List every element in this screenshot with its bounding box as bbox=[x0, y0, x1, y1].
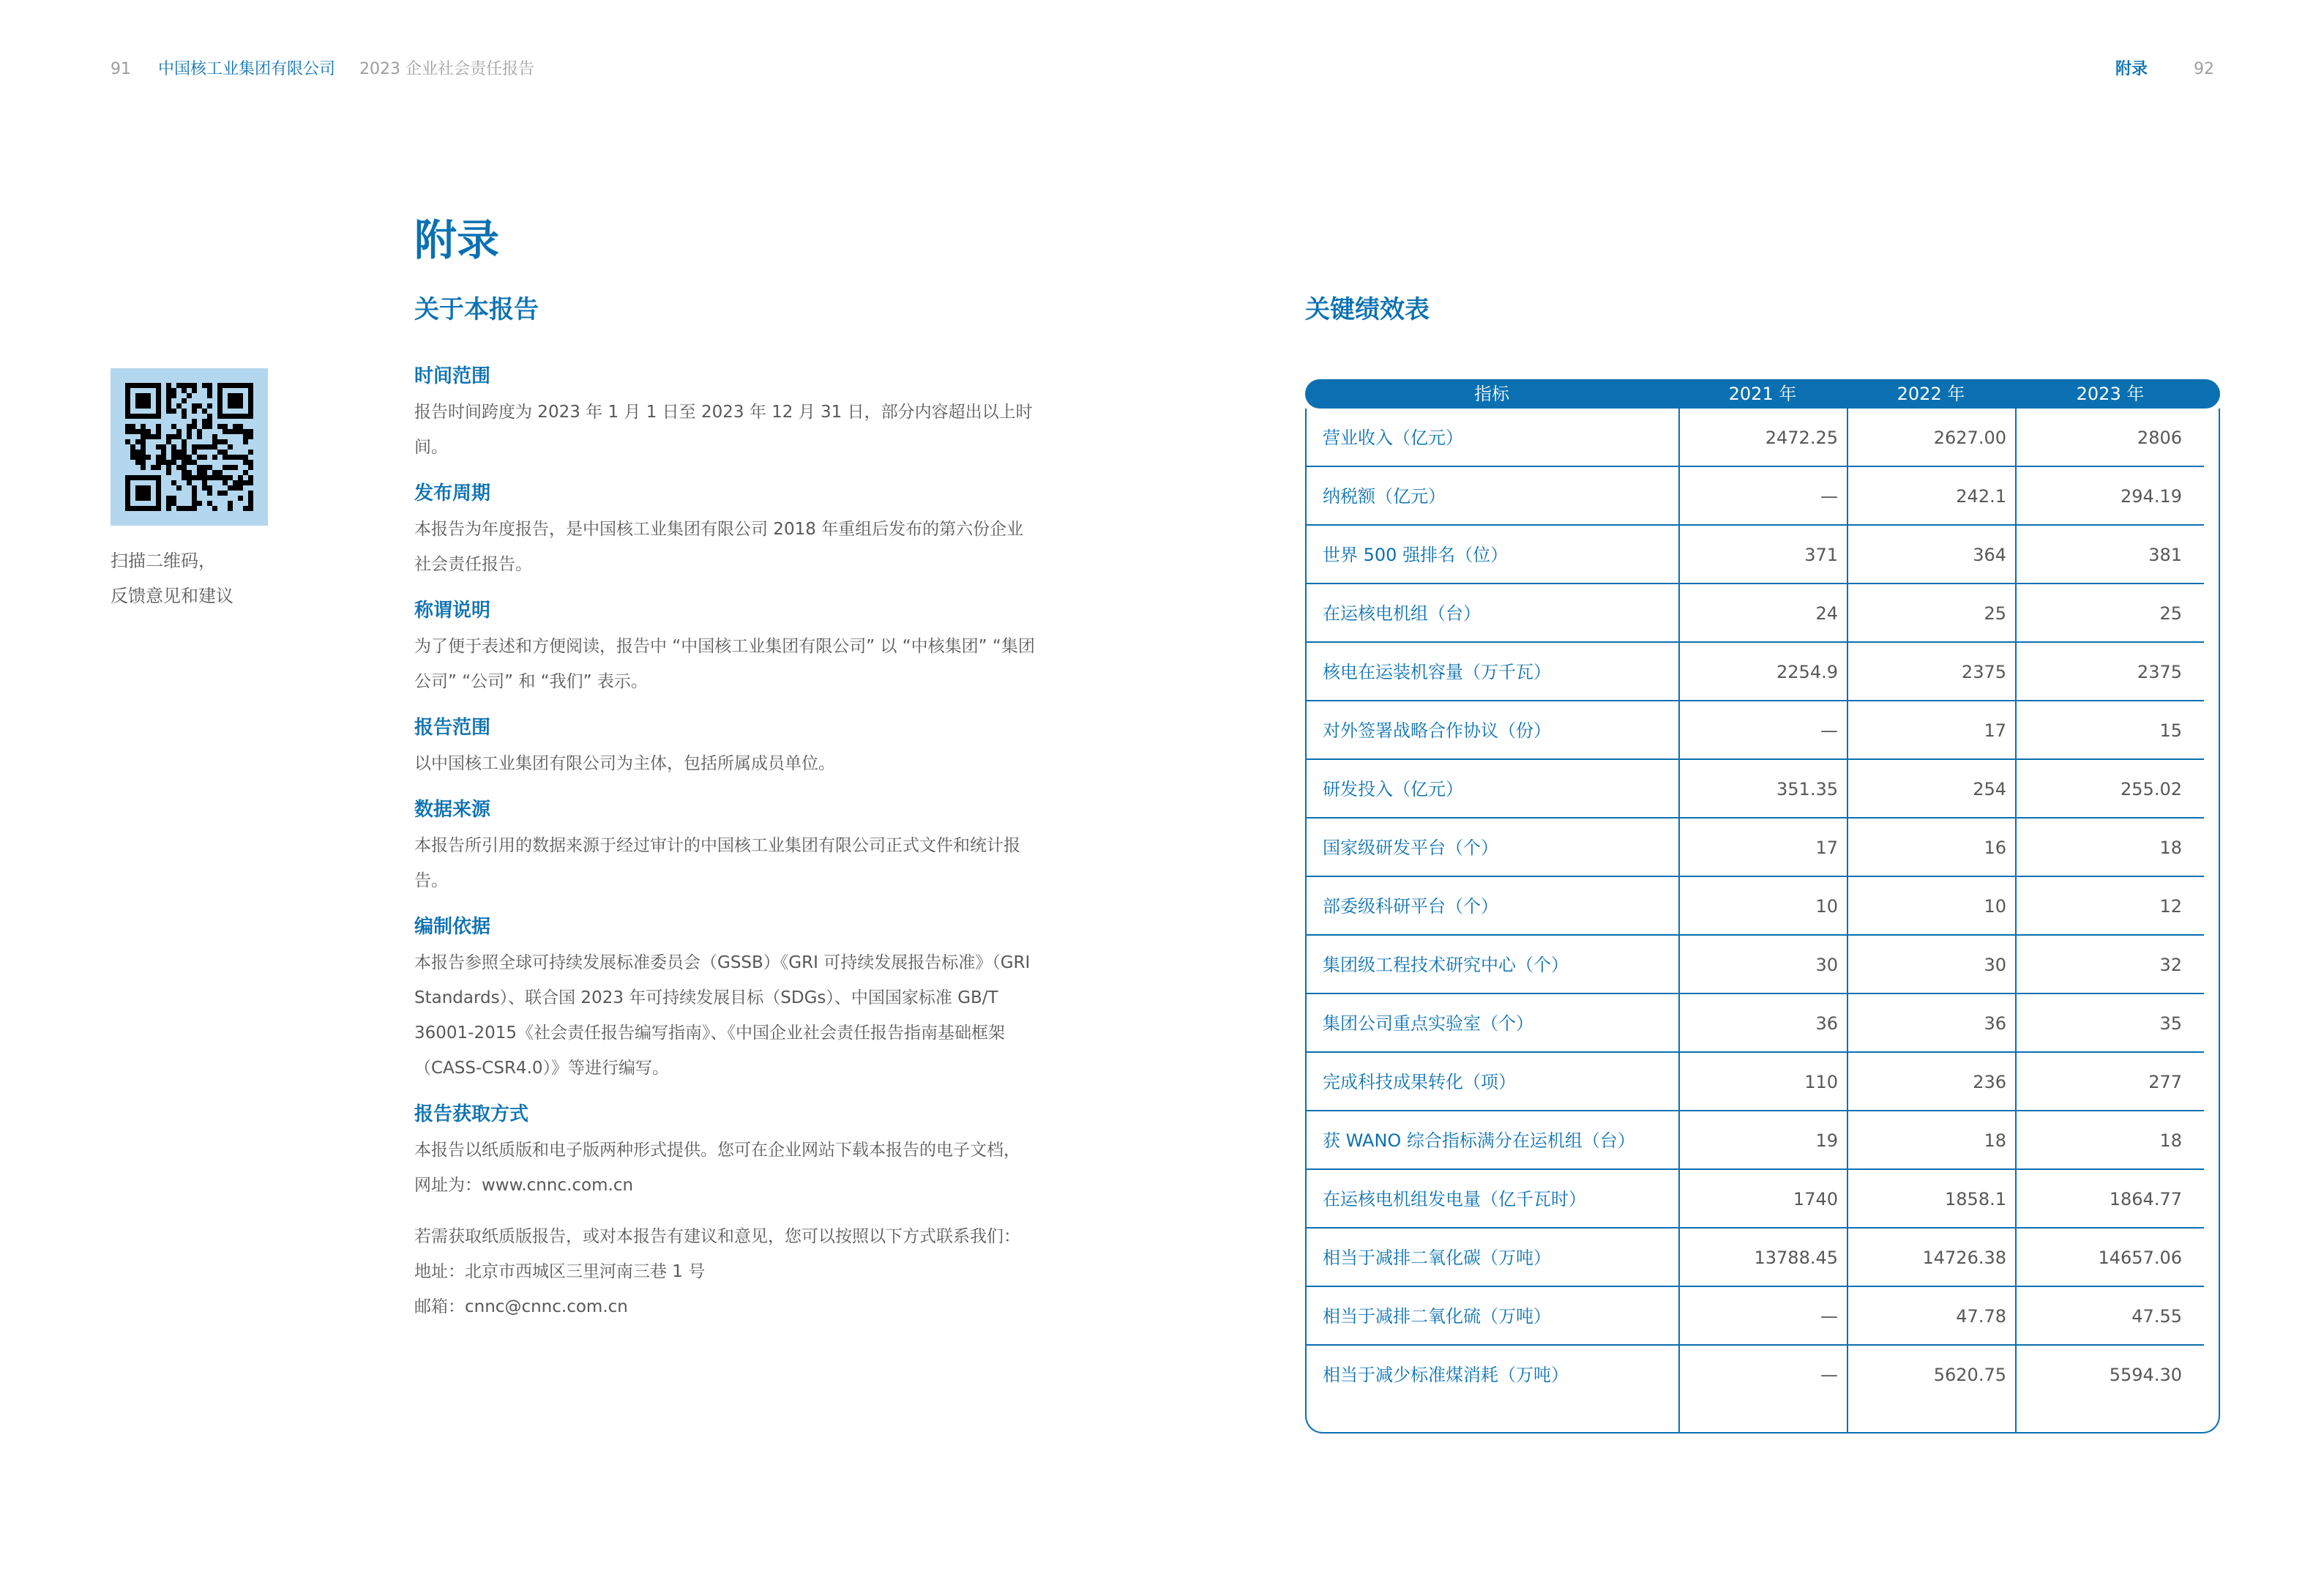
table-row bbox=[1307, 1287, 2204, 1346]
qr-caption bbox=[111, 543, 233, 614]
value-cell-2023: 381 bbox=[2148, 545, 2182, 565]
indicator-name-cell: 相当于减少标准煤消耗（万吨） bbox=[1323, 1365, 1569, 1385]
table-row bbox=[1307, 409, 2204, 467]
qr-code-icon bbox=[125, 383, 253, 511]
value-cell-2022: 242.1 bbox=[1956, 486, 2006, 507]
about-section-release-cycle bbox=[414, 480, 1044, 582]
indicator-name-cell: 集团公司重点实验室（个） bbox=[1323, 1013, 1533, 1034]
about-report-title: 关于本报告 bbox=[414, 295, 539, 324]
value-cell-2023: 47.55 bbox=[2131, 1306, 2182, 1327]
value-cell-2023: 25 bbox=[2159, 603, 2182, 624]
value-cell-2022: 2375 bbox=[1961, 662, 2006, 682]
indicator-name-cell: 世界 500 强排名（位） bbox=[1323, 545, 1509, 565]
value-cell-2023: 2806 bbox=[2137, 428, 2182, 448]
value-cell-2022: 17 bbox=[1984, 720, 2006, 741]
indicator-name-cell: 集团级工程技术研究中心（个） bbox=[1323, 955, 1569, 975]
about-section-scope bbox=[414, 714, 1044, 781]
table-row bbox=[1307, 1111, 2204, 1170]
value-cell-2021: — bbox=[1820, 1365, 1838, 1385]
value-cell-2023: 1864.77 bbox=[2109, 1189, 2182, 1209]
page-header-right bbox=[2115, 59, 2214, 81]
kpi-table bbox=[1305, 379, 2220, 1434]
indicator-name-cell: 国家级研发平台（个） bbox=[1323, 838, 1498, 858]
column-header-2021: 2021 年 bbox=[1728, 384, 1797, 404]
about-section-time-range bbox=[414, 362, 1044, 465]
value-cell-2022: 30 bbox=[1984, 955, 2006, 975]
contact-intro: 若需获取纸质版报告，或对本报告有建议和意见，您可以按照以下方式联系我们： bbox=[414, 1227, 1020, 1246]
qr-code[interactable] bbox=[111, 368, 268, 526]
value-cell-2023: 15 bbox=[2159, 720, 2182, 741]
value-cell-2021: 1740 bbox=[1793, 1189, 1838, 1209]
page-header-left bbox=[111, 59, 534, 81]
value-cell-2021: 110 bbox=[1804, 1072, 1838, 1092]
value-cell-2023: 35 bbox=[2159, 1013, 2182, 1034]
value-cell-2022: 47.78 bbox=[1956, 1306, 2006, 1327]
about-section-data-source bbox=[414, 796, 1044, 898]
about-section-heading: 称谓说明 bbox=[414, 600, 491, 622]
column-header-2022: 2022 年 bbox=[1897, 384, 1965, 404]
value-cell-2023: 32 bbox=[2159, 955, 2182, 975]
value-cell-2021: 2472.25 bbox=[1765, 428, 1838, 448]
value-cell-2022: 2627.00 bbox=[1933, 428, 2006, 448]
value-cell-2023: 18 bbox=[2159, 1130, 2182, 1151]
value-cell-2022: 16 bbox=[1984, 838, 2006, 858]
table-row bbox=[1307, 936, 2204, 994]
kpi-table-body bbox=[1305, 409, 2220, 1434]
value-cell-2021: 351.35 bbox=[1776, 779, 1838, 799]
about-section-text: 报告时间跨度为 2023 年 1 月 1 日至 2023 年 12 月 31 日，部分内容超出以上时间。 bbox=[414, 403, 1033, 457]
header-section-name: 附录 bbox=[2115, 60, 2148, 78]
about-section-access bbox=[414, 1100, 1044, 1203]
value-cell-2021: 36 bbox=[1815, 1013, 1838, 1034]
about-section-heading: 数据来源 bbox=[414, 799, 491, 821]
value-cell-2023: 14657.06 bbox=[2098, 1248, 2182, 1268]
value-cell-2021: 2254.9 bbox=[1776, 662, 1838, 682]
value-cell-2022: 5620.75 bbox=[1933, 1365, 2006, 1385]
column-header-2023: 2023 年 bbox=[2076, 384, 2145, 404]
value-cell-2023: 2375 bbox=[2137, 662, 2182, 682]
about-section-heading: 报告范围 bbox=[414, 717, 491, 739]
value-cell-2021: — bbox=[1820, 720, 1838, 741]
value-cell-2022: 254 bbox=[1973, 779, 2006, 799]
kpi-table-title: 关键绩效表 bbox=[1305, 295, 1430, 324]
indicator-name-cell: 研发投入（亿元） bbox=[1323, 779, 1463, 799]
value-cell-2022: 14726.38 bbox=[1922, 1248, 2006, 1268]
contact-email: 邮箱：cnnc@cnnc.com.cn bbox=[414, 1297, 628, 1316]
about-section-naming bbox=[414, 597, 1044, 699]
value-cell-2023: 12 bbox=[2159, 896, 2182, 917]
table-row bbox=[1307, 994, 2204, 1053]
indicator-name-cell: 相当于减排二氧化碳（万吨） bbox=[1323, 1248, 1551, 1268]
value-cell-2023: 18 bbox=[2159, 838, 2182, 858]
value-cell-2021: 24 bbox=[1815, 603, 1838, 624]
about-section-text: 为了便于表述和方便阅读，报告中 “中国核工业集团有限公司” 以 “中核集团” “集团公司” “公司” 和 “我们” 表示。 bbox=[414, 637, 1035, 691]
value-cell-2022: 236 bbox=[1973, 1072, 2006, 1092]
table-row bbox=[1307, 643, 2204, 701]
value-cell-2023: 5594.30 bbox=[2109, 1365, 2182, 1385]
indicator-name-cell: 对外签署战略合作协议（份） bbox=[1323, 720, 1551, 741]
indicator-name-cell: 在运核电机组（台） bbox=[1323, 603, 1481, 624]
about-section-heading: 时间范围 bbox=[414, 365, 491, 387]
about-section-heading: 发布周期 bbox=[414, 482, 491, 504]
value-cell-2023: 255.02 bbox=[2121, 779, 2182, 799]
table-row bbox=[1307, 467, 2204, 526]
table-row bbox=[1307, 819, 2204, 877]
left-page-number: 91 bbox=[111, 60, 131, 78]
kpi-table-header bbox=[1305, 379, 2220, 409]
value-cell-2022: 10 bbox=[1984, 896, 2006, 917]
value-cell-2021: — bbox=[1820, 486, 1838, 507]
page-title: 附录 bbox=[414, 215, 500, 265]
value-cell-2023: 277 bbox=[2148, 1072, 2182, 1092]
about-section-heading: 编制依据 bbox=[414, 916, 491, 938]
indicator-name-cell: 获 WANO 综合指标满分在运机组（台） bbox=[1323, 1130, 1635, 1151]
value-cell-2022: 18 bbox=[1984, 1130, 2006, 1151]
table-row bbox=[1307, 1229, 2204, 1287]
about-section-text: 本报告所引用的数据来源于经过审计的中国核工业集团有限公司正式文件和统计报告。 bbox=[414, 836, 1020, 890]
indicator-name-cell: 在运核电机组发电量（亿千瓦时） bbox=[1323, 1189, 1586, 1209]
value-cell-2022: 1858.1 bbox=[1945, 1189, 2006, 1209]
contact-address: 地址：北京市西城区三里河南三巷 1 号 bbox=[414, 1262, 706, 1281]
about-report-sections bbox=[414, 362, 1044, 1324]
indicator-name-cell: 完成科技成果转化（项） bbox=[1323, 1072, 1516, 1092]
value-cell-2021: 13788.45 bbox=[1754, 1248, 1838, 1268]
about-section-heading: 报告获取方式 bbox=[414, 1103, 529, 1125]
column-header-indicator: 指标 bbox=[1474, 384, 1509, 404]
table-row bbox=[1307, 760, 2204, 819]
table-row bbox=[1307, 1053, 2204, 1111]
value-cell-2022: 36 bbox=[1984, 1013, 2006, 1034]
value-cell-2021: 10 bbox=[1815, 896, 1838, 917]
value-cell-2021: 371 bbox=[1804, 545, 1838, 565]
indicator-name-cell: 核电在运装机容量（万千瓦） bbox=[1323, 662, 1551, 682]
table-row bbox=[1307, 877, 2204, 936]
table-row bbox=[1307, 1170, 2204, 1229]
value-cell-2021: 19 bbox=[1815, 1130, 1838, 1151]
table-row bbox=[1307, 526, 2204, 584]
indicator-name-cell: 纳税额（亿元） bbox=[1323, 486, 1446, 507]
value-cell-2021: 17 bbox=[1815, 838, 1838, 858]
value-cell-2021: 30 bbox=[1815, 955, 1838, 975]
table-row bbox=[1307, 1346, 2204, 1404]
table-row bbox=[1307, 701, 2204, 760]
table-row bbox=[1307, 584, 2204, 643]
header-report-name: 2023 企业社会责任报告 bbox=[359, 60, 534, 78]
qr-caption-line-1: 扫描二维码， bbox=[111, 551, 216, 571]
about-section-text: 以中国核工业集团有限公司为主体，包括所属成员单位。 bbox=[414, 754, 835, 773]
about-section-text: 本报告参照全球可持续发展标准委员会（GSSB）《GRI 可持续发展报告标准》（GRI Standards）、联合国 2023 年可持续发展目标（SDGs）、中国国家标准 GB/T 36001-2015《社会责任报告编写指南》、《中国企业社会责任报告指南基础框架（CASS-CSR4.0）》等进行编写。 bbox=[414, 953, 1031, 1078]
indicator-name-cell: 部委级科研平台（个） bbox=[1323, 896, 1498, 917]
value-cell-2023: 294.19 bbox=[2121, 486, 2182, 507]
value-cell-2022: 25 bbox=[1984, 603, 2006, 624]
about-section-basis bbox=[414, 913, 1044, 1086]
about-section-text: 本报告为年度报告，是中国核工业集团有限公司 2018 年重组后发布的第六份企业社会责任报告。 bbox=[414, 520, 1024, 574]
contact-info bbox=[414, 1219, 1044, 1324]
value-cell-2021: — bbox=[1820, 1306, 1838, 1327]
value-cell-2022: 364 bbox=[1973, 545, 2006, 565]
indicator-name-cell: 相当于减排二氧化硫（万吨） bbox=[1323, 1306, 1551, 1327]
about-section-text: 本报告以纸质版和电子版两种形式提供。您可在企业网站下载本报告的电子文档，网址为：www.cnnc.com.cn bbox=[414, 1141, 1020, 1195]
right-page-number: 92 bbox=[2194, 60, 2214, 78]
qr-caption-line-2: 反馈意见和建议 bbox=[111, 586, 233, 606]
indicator-name-cell: 营业收入（亿元） bbox=[1323, 428, 1463, 448]
header-company-name: 中国核工业集团有限公司 bbox=[158, 60, 336, 78]
